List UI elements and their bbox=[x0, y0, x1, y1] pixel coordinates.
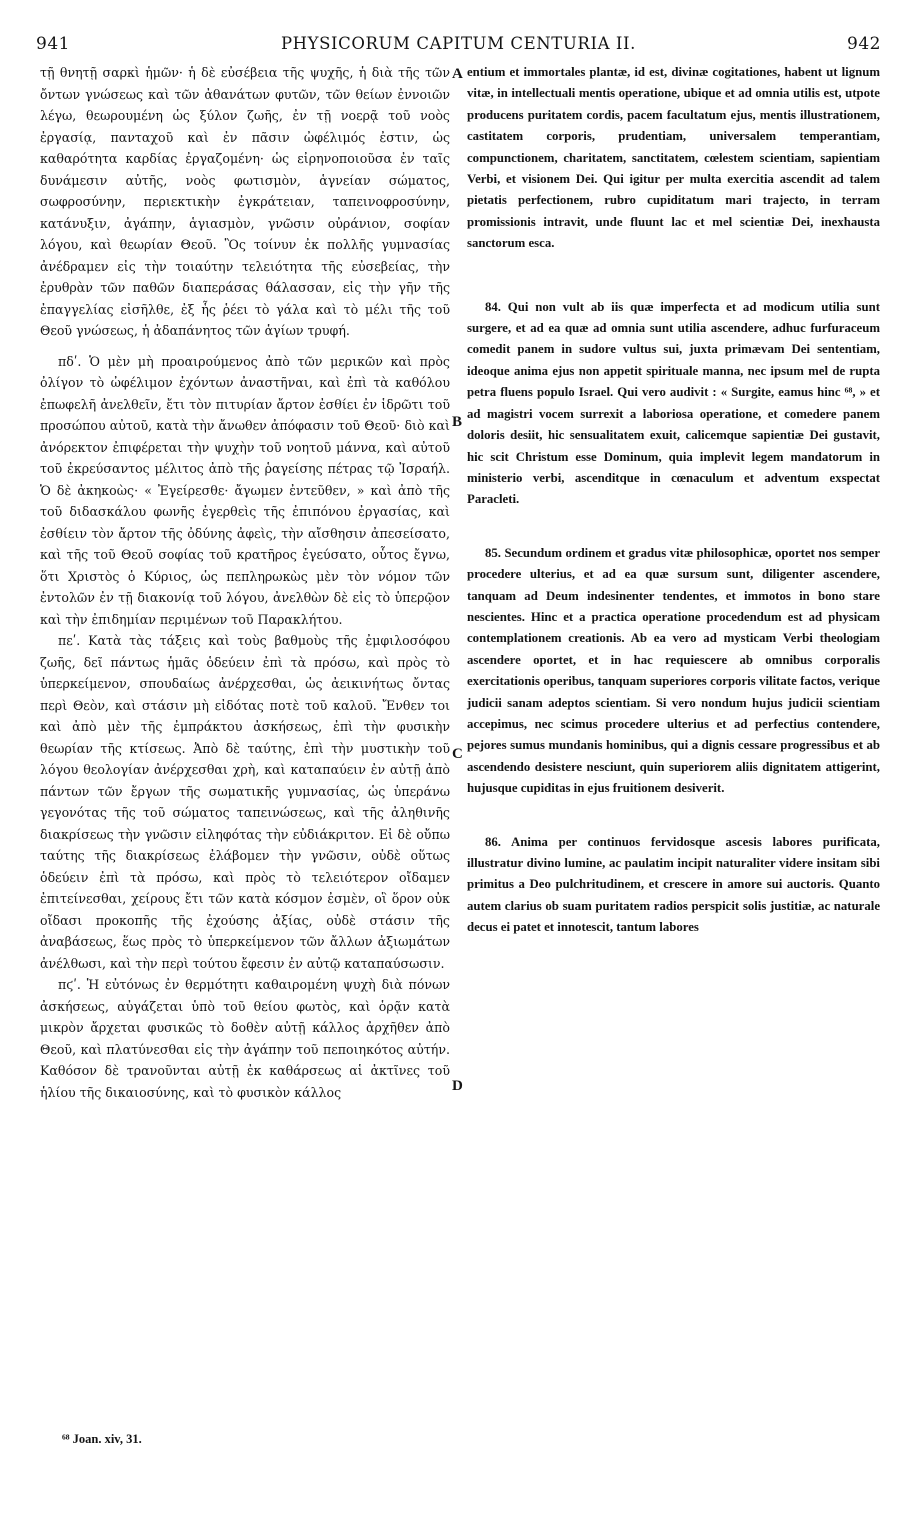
footnote: ⁶⁸ Joan. xiv, 31. bbox=[62, 1432, 142, 1446]
greek-chapter-84: πδʹ. Ὁ μὲν μὴ προαιρούμενος ἀπὸ τῶν μερικῶν καὶ πρὸς ὀλίγον τὸ ὠφέλιμον ἐχόντων ἀναστῆναι, καὶ ἐπὶ τὰ καθόλου ἐπωφελῆ ἀνελθεῖν, ἔτι τὸν πιτυρίαν ἄρτον ἐσθίει ἐν ἱδρῶτι τοῦ προσώπου αὐτοῦ, κατὰ τὴν ἄνωθεν ἀπόφασιν τοῦ Θεοῦ· διὸ καὶ ἀνόρεκτον ἐπιφέρεται τὴν ψυχὴν τοῦ νοητοῦ μάννα, καὶ αὐτοῦ τοῦ ἐκρεύσαντος μέλιτος ἀπὸ τῆς ῥαγείσης πέτρας τῷ Ἰσραήλ. Ὁ δὲ ἀκηκοὼς· « Ἐγείρεσθε· ἄγωμεν ἐντεῦθεν, » καὶ ἀπὸ τῆς τοῦ διδασκάλου φωνῆς ἐγερθεὶς τῆς ἐπιπόνου ἐργασίας, καὶ ἐσθίειν τὸν ἄρτον τῆς ὀδύνης ἀφεὶς, τὴν αἴσθησιν ἀπεσείσατο, καὶ τῆς τοῦ Θεοῦ σοφίας τοῦ κρατῆρος ἐγεύσατο, οὗτος ἔγνω, ὅτι Χριστὸς ὁ Κύριος, ὡς πεπληρωκὼς μὲν τὸν νόμον τῶν ἐντολῶν ἐν τῇ διακονίᾳ τοῦ λόγου, ἀνελθὼν δὲ εἰς τὸ ὑπερῷον καὶ τὴν ἐπιδημίαν περιμένων τοῦ Παρακλήτου. bbox=[40, 353, 450, 627]
section-marker-a: A bbox=[452, 66, 463, 82]
page-header bbox=[36, 34, 881, 58]
greek-chapter-85: πεʹ. Κατὰ τὰς τάξεις καὶ τοὺς βαθμοὺς τῆς ἐμφιλοσόφου ζωῆς, δεῖ πάντως ἡμᾶς ὁδεύειν ἐπὶ τὰ πρόσω, καὶ πρὸς τὸ ὑπερκείμενον, σπουδαίως ἀνέρχεσθαι, ὡς ἀεικινήτως ὄντας περὶ Θεὸν, καὶ στάσιν μὴ εἰδότας ποτὲ τοῦ καλοῦ. Ἔνθεν τοι καὶ ἀπὸ μὲν τῆς ἐμπράκτου ἀσκήσεως, ἐπὶ τὴν φυσικὴν θεωρίαν τῆς κτίσεως. Ἀπὸ δὲ ταύτης, ἐπὶ τὴν μυστικὴν τοῦ λόγου θεολογίαν ἀνέρχεσθαι χρὴ, καὶ καταπαύειν ἐν αὐτῇ ἀπὸ πάντων τῶν ἔργων τῆς σωματικῆς γυμνασίας, ὡς ὑπεράνω γεγονότας τῆς τοῦ σώματος ταπεινώσεως, καὶ τῆς ἀληθινῆς διακρίσεως τὴν γνῶσιν εἰληφότας τὴν εὐδιάκριτον. Εἰ δὲ οὔπω ταύτης τῆς διακρίσεως ἐλάβομεν τὴν γνῶσιν, οὐδὲ οὕτως ὁδεύειν ἐπὶ τὰ πρόσω, καὶ πρὸς τὸ τελειότερον οἴδαμεν ἐπιτείνεσθαι, χείρους ἔτι τῶν κατὰ κόσμον ἐσμὲν, οἳ ὅρον οὐκ οἴδασι προκοπῆς τῆς ἐχούσης ἀξίας, οὐδὲ στάσιν τῆς ἀναβάσεως, ἕως πρὸς τὸ ὑπερκείμενον τῶν ἄλλων ἀξιωμάτων ἀνέλθωσι, καὶ τὴν περὶ τούτου ἔφεσιν ἐν αὐτῷ καταπαύσωσιν. bbox=[40, 633, 450, 971]
latin-column bbox=[467, 62, 880, 939]
latin-chapter-86: 86. Anima per continuos fervidosque ascesis labores purificata, illustratur divino lumine, ac paulatim incipit naturaliter videre insitam sibi primitus a Deo pulchritudinem, et crescere in amore sui auctoris. Quanto autem clarius ob suam puritatem radios perspicit solis justitiæ, ac naturale decus ei patet et innotescit, tantum labores bbox=[467, 834, 880, 935]
page-number-right: 942 bbox=[847, 34, 881, 54]
greek-column bbox=[40, 62, 450, 1103]
running-title: PHYSICORUM CAPITUM CENTURIA II. bbox=[280, 34, 637, 53]
section-marker-d: D bbox=[452, 1078, 463, 1094]
section-marker-b: B bbox=[452, 414, 463, 430]
latin-chapter-83-continuation: entium et immortales plantæ, id est, divinæ cogitationes, habent ut lignum vitæ, in intellectuali mentis operatione, ubique et ad omnia utilis est, utpote producens puritatem cordis, pacem facultatum ejus, mentis illustrationem, castitatem corporis, prudentiam, universalem temperantiam, compunctionem, charitatem, sanctitatem, cœlestem scientiam, sapientiam Verbi, et visionem Dei. Qui igitur per multa exercitia ascendit ad talem pietatis perfectionem, rubro cupiditatum mari trajecto, in terram promissionis intravit, unde fluunt lac et mel scientiæ Dei, inexhausta sanctorum esca. bbox=[467, 65, 880, 251]
latin-chapter-85: 85. Secundum ordinem et gradus vitæ philosophicæ, oportet nos semper procedere ulterius, et ad ea quæ sursum sunt, diligenter ascendere, tanquam ad Deum indesinenter tendentes, et immotos in bono stare nescientes. Hinc et a practica operatione procedendum est ad physicam contemplationem creationis. Ab ea vero ad mysticam Verbi theologiam ascendere oportet, et in hac requiescere ab omnibus corporalis exercitationis operibus, tanquam superiores corporis vilitate factos, verique judicii sanam adeptos scientiam. Si vero nondum hujus judicii scientiam accepimus, nec scimus procedere ulterius et ad perfectius contendere, pejores sumus mundanis hominibus, qui a dignis cessare progressibus et ab ascendendo desistere nesciunt, quin superiorem aliis dignitatem attigerint, hujusque cupiditas in ejus fruitionem desiverit. bbox=[467, 545, 880, 796]
latin-chapter-84: 84. Qui non vult ab iis quæ imperfecta et ad modicum utilia sunt surgere, et ad ea quæ ad omnia sunt utilia ascendere, adhuc furfuraceum comedit panem in sudore vultus sui, juxta primævam Dei sententiam, ideoque anima ejus non appetit spirituale manna, nec ipsum mel de rupta petra fluens populo Israel. Qui vero audivit : « Surgite, eamus hinc ⁶⁸, » et ad magistri vocem surrexit a laboriosa operatione, et comedere panem doloris desiit, hic sensualitatem exuit, calicemque sapientiæ Dei gustavit, hic scit Christum esse Dominum, quia implevit legem mandatorum in ministerio verbi, ascenditque in cœnaculum et adventum exspectat Paracleti. bbox=[467, 299, 880, 507]
greek-chapter-86: πϛʹ. Ἡ εὐτόνως ἐν θερμότητι καθαιρομένη ψυχὴ διὰ πόνων ἀσκήσεως, αὐγάζεται ὑπὸ τοῦ θείου φωτὸς, καὶ ὁρᾷν κατὰ μικρὸν ἄρχεται φυσικῶς τὸ δοθὲν αὐτῇ κάλλος ἀρχῆθεν ἀπὸ Θεοῦ, καὶ πλατύνεσθαι εἰς τὴν ἀγάπην τοῦ πεποιηκότος αὐτήν. Καθόσον δὲ τρανοῦνται αὐτῇ ἐκ καθάρσεως αἱ ἀκτῖνες τοῦ ἡλίου τῆς δικαιοσύνης, καὶ τὸ φυσικὸν κάλλος bbox=[40, 977, 450, 1100]
greek-chapter-83-continuation: τῇ θνητῇ σαρκὶ ἡμῶν· ἡ δὲ εὐσέβεια τῆς ψυχῆς, ἡ διὰ τῆς τῶν ὄντων γνώσεως καὶ τῶν ἀθανάτων φυτῶν, τῶν θείων ἐννοιῶν λέγω, θεωρουμένη ὡς ξύλον ζωῆς, ἐν τῇ νοερᾷ τοῦ νοὸς ἐργασίᾳ, πανταχοῦ καὶ ἐν πᾶσιν ὠφέλιμός ἐστιν, ὡς καθαρότητα καρδίας ἐργαζομένη· ὡς εἰρηνοποιοῦσα ἐν ταῖς δυνάμεσιν αὐτῆς, νοὸς φωτισμὸν, ἁγνείαν σώματος, σωφροσύνην, περιεκτικὴν ἐγκράτειαν, ταπεινοφροσύνην, κατάνυξιν, ἀγάπην, ἁγιασμὸν, γνῶσιν οὐράνιον, σοφίαν λόγου, καὶ θεωρίαν Θεοῦ. Ὃς τοίνυν ἐκ πολλῆς γυμνασίας ἀνέδραμεν εἰς τὴν τοιαύτην τελειότητα τῆς εὐσεβείας, τὴν ἐρυθρὰν τῶν παθῶν διαπεράσας θάλασσαν, εἰς τὴν γῆν τῆς ἐπαγγελίας εἰσῆλθε, ἐξ ἧς ῥέει τὸ γάλα καὶ τὸ μέλι τῆς τοῦ Θεοῦ γνώσεως, ἡ ἀδαπάνητος τῶν ἁγίων τρυφή. bbox=[40, 65, 450, 338]
page-number-left: 941 bbox=[36, 34, 70, 54]
section-marker-c: C bbox=[452, 746, 463, 762]
